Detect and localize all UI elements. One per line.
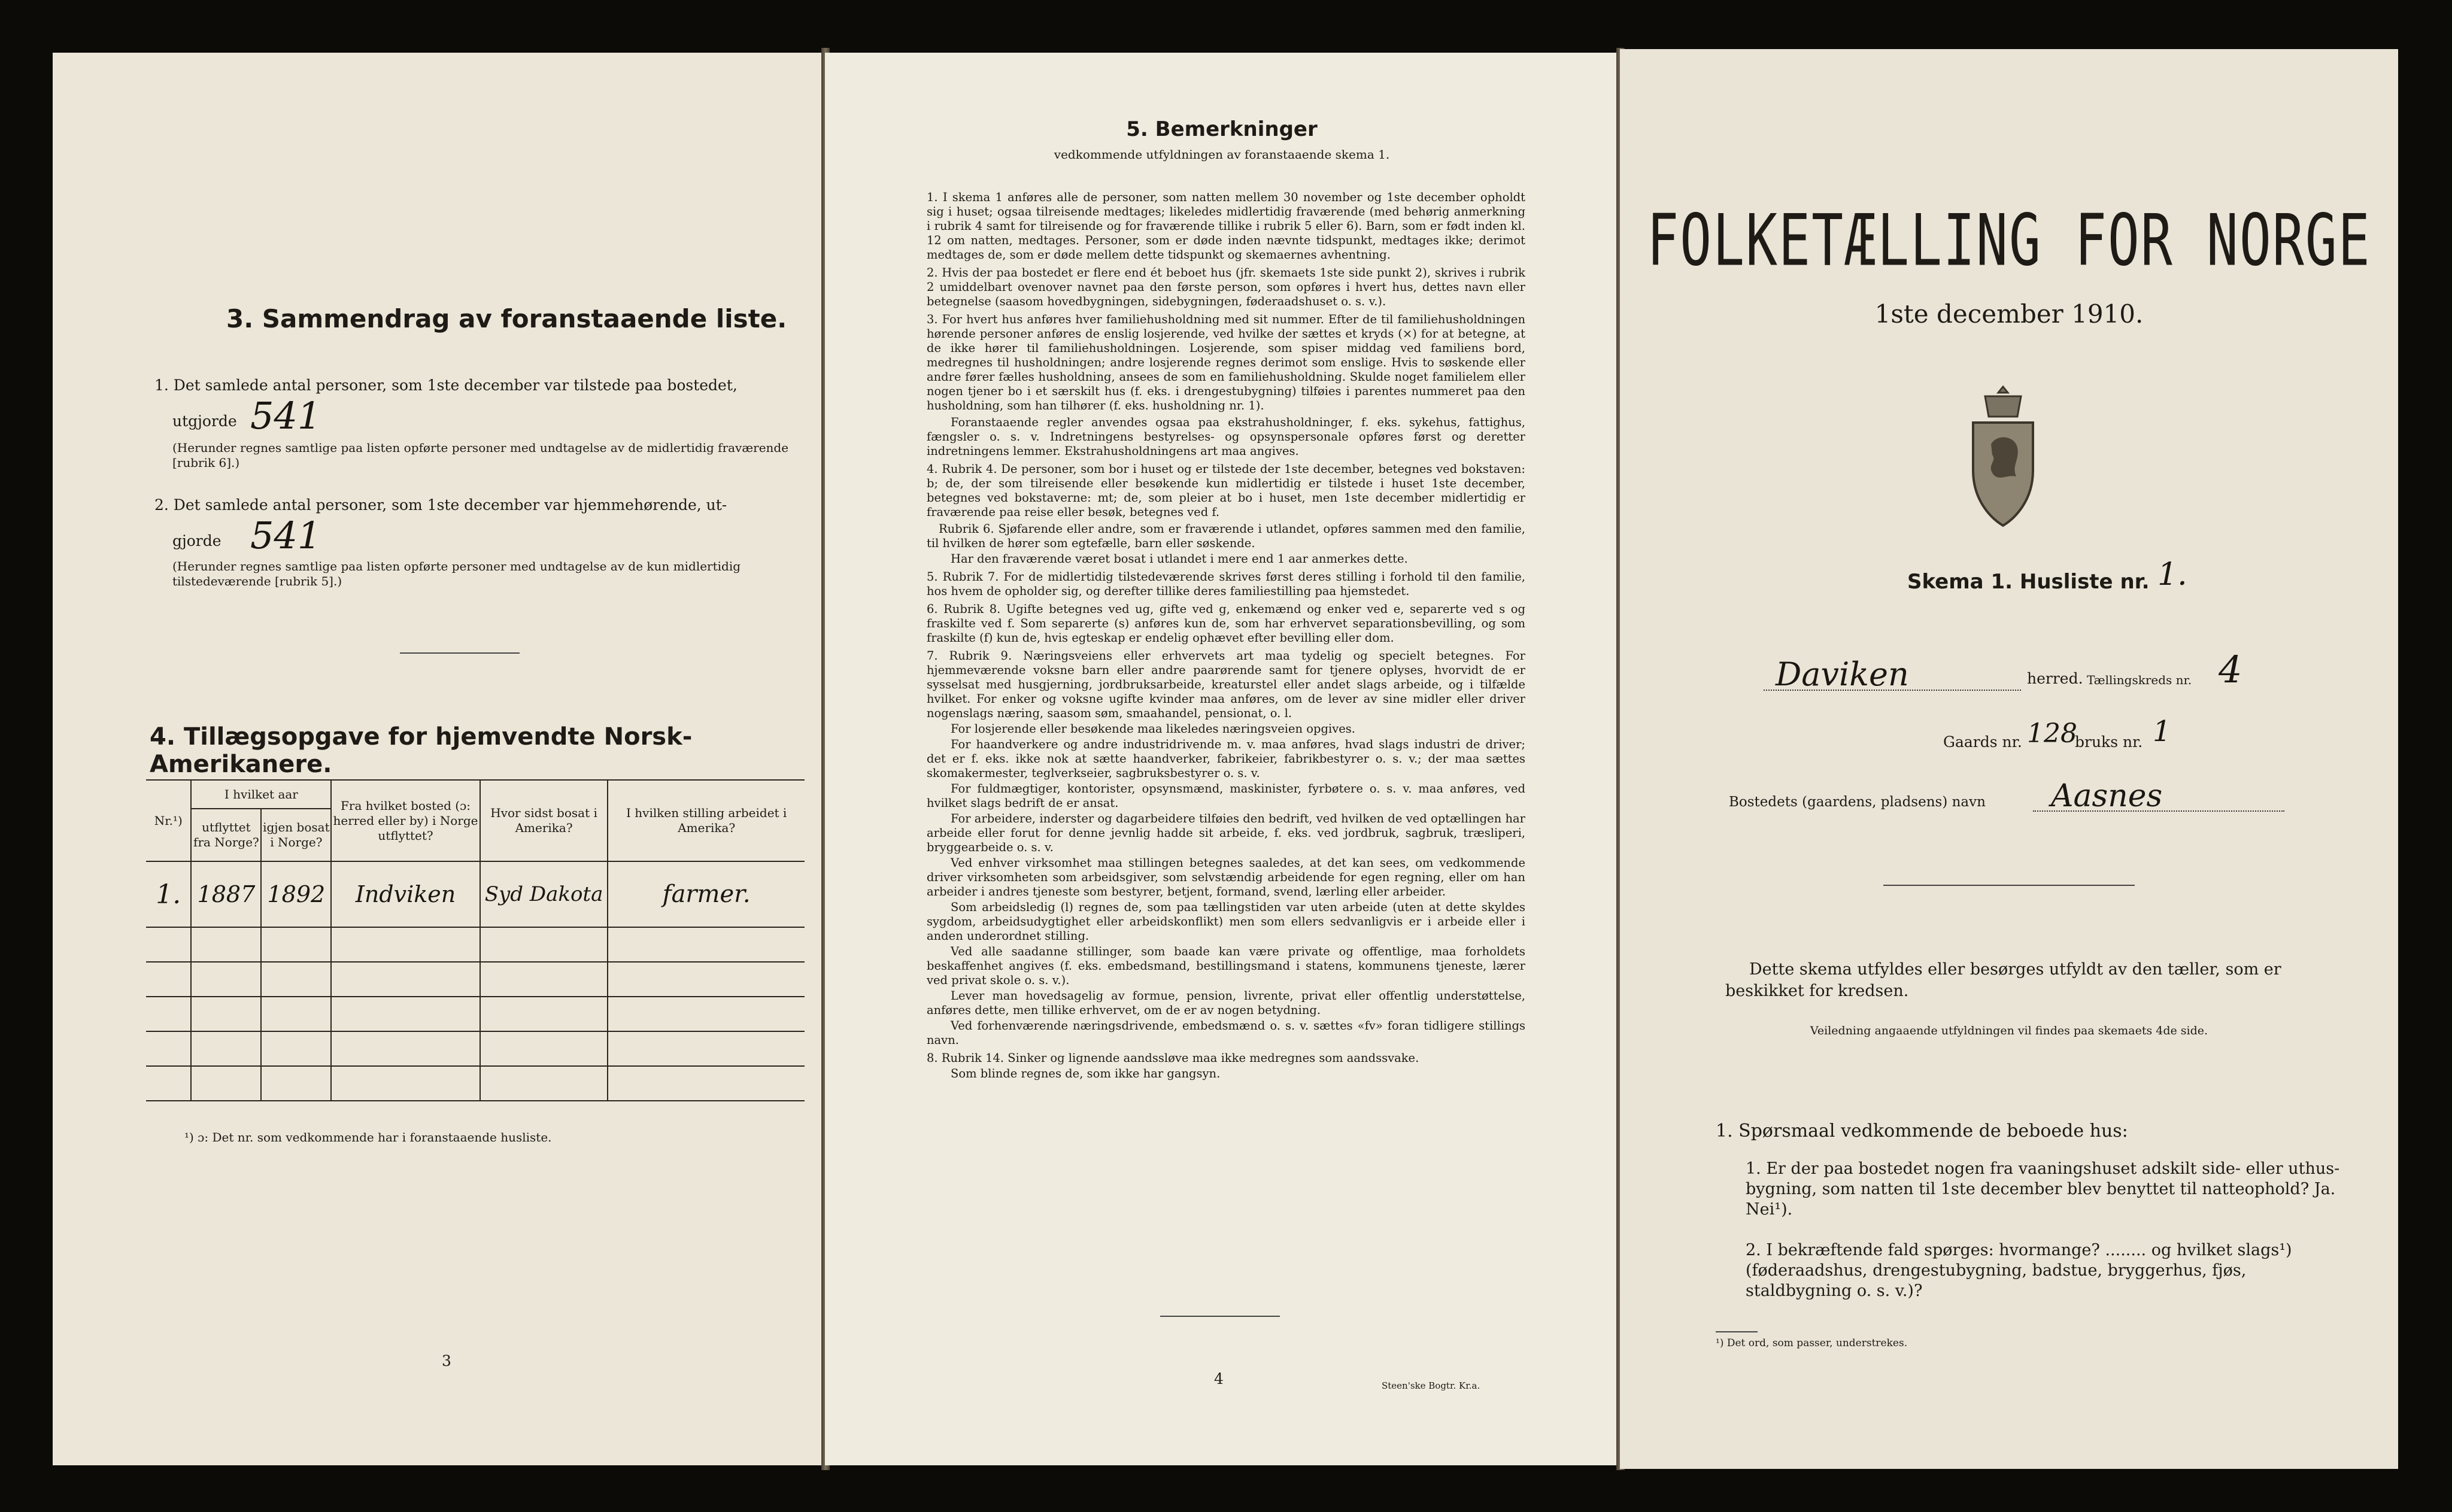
remark-4b: Rubrik 6. Sjøfarende eller andre, som er fraværende i utlandet, opføres sammen med den familie, til hvilken de hører som egtefælle, barn eller søskende.	[927, 522, 1525, 550]
cell-fra: Indviken	[331, 861, 480, 927]
s3-item1-label: utgjorde	[172, 412, 237, 430]
census-date: 1ste december 1910.	[1874, 299, 2144, 329]
col-stilling: I hvilken stilling arbeidet i Amerika?	[608, 780, 805, 861]
bemerkninger-list	[927, 190, 1525, 1081]
footnote-rule	[1716, 1331, 1758, 1332]
remark-7j: Ved forhenværende næringsdrivende, embedsmænd o. s. v. sættes «fv» foran tidligere stillings navn.	[927, 1019, 1525, 1047]
question-2: 2. I bekræftende fald spørges: hvormange? ........ og hvilket slags¹) (føderaadshus, drengestubygning, badstue, bryggerhus, fjøs, staldbygning o. s. v.)?	[1746, 1241, 2292, 1300]
s3-item2-text: 2. Det samlede antal personer, som 1ste december var hjemmehørende, ut-	[154, 496, 727, 514]
bruks-value[interactable]: 1	[2153, 715, 2171, 748]
bruks-label: bruks nr.	[2075, 733, 2143, 751]
coat-of-arms-icon	[1955, 384, 2051, 528]
remark-8b: Som blinde regnes de, som ikke har gangsyn.	[951, 1067, 1221, 1080]
cell-stilling: farmer.	[608, 861, 805, 927]
table-row	[146, 861, 805, 927]
remark-8: 8. Rubrik 14. Sinker og lignende aandssløve maa ikke medregnes som aandssvake.	[927, 1051, 1419, 1065]
remark-3: 3. For hvert hus anføres hver familiehusholdning med sit nummer. Efter de til familiehusholdningen hørende personer anføres de enslig losjerende, ved hvilke der sættes et kryds (×) for at betegne, at de ikke hører til familiehusholdningen. Losjerende, som spiser middag ved familiens bord, medregnes til husholdningen; andre losjerende regnes derimot som enslige. Hvis to søskende eller andre fører fælles husholdning, ansees de som en familiehusholdning. Skulde noget familielem eller nogen tjener bo i et særskilt hus (f. eks. i drengestubygning) tilføies i parentes nummeret paa den husholdning, som han tilhører (f. eks. husholdning nr. 1).	[927, 312, 1525, 412]
kreds-value[interactable]: 4	[2219, 648, 2242, 691]
col-sidst: Hvor sidst bosat i Amerika?	[480, 780, 608, 861]
bosted-field[interactable]	[2033, 778, 2284, 814]
s3-item1-text: 1. Det samlede antal personer, som 1ste december var tilstede paa bostedet,	[154, 377, 738, 394]
page-4	[825, 53, 1619, 1465]
cell-utflyttet: 1887	[191, 861, 261, 927]
bemerkninger-subtitle: vedkommende utfyldningen av foranstaaende skema 1.	[1054, 147, 1390, 162]
footnote: ¹) Det ord, som passer, understrekes.	[1716, 1337, 1908, 1349]
page-3	[53, 53, 824, 1465]
section-4-title: 4. Tillægsopgave for hjemvendte Norsk-Amerikanere.	[150, 723, 693, 778]
remark-5: 5. Rubrik 7. For de midlertidig tilstedeværende skrives først deres stilling i forhold til den familie, hos hvem de opholder sig, og derefter tillike deres familiestilling paa hjemstedet.	[927, 570, 1525, 598]
col-utflyttet: utflyttet fra Norge?	[191, 809, 261, 861]
remark-4: 4. Rubrik 4. De personer, som bor i huset og er tilstede der 1ste december, betegnes ved bokstaven: b; de, der som tilreisende eller besøkende kun midlertidig er tilstede i huset 1ste december, betegnes ved bokstaverne: mt; de, som pleier at bo i huset, men 1ste december midlertidig er fraværende paa reise eller besøk, betegnes ved f.	[927, 462, 1525, 519]
remark-7h: Ved alle saadanne stillinger, som baade kan være private og offentlige, maa forholdets beskaffenhet angives (f. eks. embedsmand, bestillingsmand i statens, kommunens tjeneste, lærer ved privat skole o. s. v.).	[927, 945, 1525, 987]
s3-item2-value: 541	[250, 514, 321, 557]
col-group: I hvilket aar	[191, 780, 331, 809]
s3-item1-value: 541	[250, 394, 321, 438]
ornament-divider	[1883, 885, 2135, 886]
remark-4c: Har den fraværende været bosat i utlandet i mere end 1 aar anmerkes dette.	[951, 552, 1408, 566]
page-number: 4	[1214, 1370, 1224, 1387]
table-row	[146, 997, 805, 1031]
question-1: 1. Er der paa bostedet nogen fra vaaningshuset adskilt side- eller uthus-bygning, som natten til 1ste december blev benyttet til natteophold? Ja. Nei¹).	[1746, 1159, 2340, 1219]
col-nr: Nr.¹)	[146, 780, 191, 861]
remark-7f: Ved enhver virksomhet maa stillingen betegnes saaledes, at det kan sees, om vedkommende driver virksomheten som arbeidsgiver, som selvstændig arbeidende for egen regning, eller om han arbeider i andres tjeneste som bestyrer, betjent, formand, svend, lærling eller arbeider.	[927, 856, 1525, 898]
cell-sidst: Syd Dakota	[480, 861, 608, 927]
bosted-value: Aasnes	[2051, 778, 2163, 814]
divider	[1160, 1316, 1280, 1317]
col-bosat: igjen bosat i Norge?	[261, 809, 331, 861]
remark-6: 6. Rubrik 8. Ugifte betegnes ved ug, gifte ved g, enkemænd og enker ved e, separerte ved s og fraskilte ved f. Som separerte (s) anføres kun de, som har erhvervet separationsbevilling, og som fraskilte (f) kun de, hvis egteskap er endelig ophævet efter bevilling eller dom.	[927, 602, 1525, 645]
divider	[400, 652, 520, 654]
bosted-label: Bostedets (gaardens, pladsens) navn	[1729, 794, 1986, 810]
questions-title: 1. Spørsmaal vedkommende de beboede hus:	[1716, 1121, 2128, 1141]
gaards-value[interactable]: 128	[2027, 718, 2077, 749]
cell-bosat: 1892	[261, 861, 331, 927]
bemerkninger-title: 5. Bemerkninger	[1126, 117, 1318, 141]
intro-note: Veiledning angaaende utfyldningen vil findes paa skemaets 4de side.	[1810, 1024, 2208, 1037]
census-title: FOLKETÆLLING FOR NORGE	[1647, 199, 2371, 283]
skema-label: Skema 1. Husliste nr.	[1907, 570, 2150, 594]
footnote: ¹) ɔ: Det nr. som vedkommende har i foranstaaende husliste.	[184, 1130, 552, 1144]
kreds-label: Tællingskreds nr.	[2087, 673, 2192, 687]
gaards-label: Gaards nr.	[1943, 733, 2022, 751]
table-row	[146, 962, 805, 997]
remark-7: 7. Rubrik 9. Næringsveiens eller erhvervets art maa tydelig og specielt betegnes. For hjemmeværende voksne barn eller andre paarørende samt for tjenere oplyses, hvorvidt de er sysselsat med husgjerning, jordbruksarbeide, kreaturstel eller andet slags arbeide, og i tilfælde hvilket. For enker og voksne ugifte kvinder maa anføres, om de lever av sine midler eller driver nogenslags næring, saasom søm, smaahandel, pensionat, o. l.	[927, 649, 1525, 720]
remark-1: 1. I skema 1 anføres alle de personer, som natten mellem 30 november og 1ste december opholdt sig i huset; ogsaa tilreisende medtages; likeledes midlertidig fraværende (med behørig anmerkning i rubrik 4 samt for tilreisende og for fraværende tillike i rubrik 5 eller 6). Barn, som er født inden kl. 12 om natten, medtages. Personer, som er døde inden nævnte tidspunkt, medtages ikke; derimot medtages de, som er døde mellem dette tidspunkt og skemaernes avhentning.	[927, 190, 1525, 262]
remark-3b: Foranstaaende regler anvendes ogsaa paa ekstrahusholdninger, f. eks. sykehus, fattighus, fængsler o. s. v. Indretningens bestyrelses- og opsynspersonale opføres først og deretter indretningens lemmer. Ekstrahusholdningens art maa angives.	[927, 415, 1525, 458]
remark-7c: For haandverkere og andre industridrivende m. v. maa anføres, hvad slags industri de driver; det er f. eks. ikke nok at sætte haandverker, fabrikeier, fabrikbestyrer o. s. v.; der maa sættes skomakermester, teglverkseier, sagbruksbestyrer o. s. v.	[927, 737, 1525, 780]
remark-7b: For losjerende eller besøkende maa likeledes næringsveien opgives.	[951, 722, 1355, 736]
page-number: 3	[442, 1352, 451, 1370]
printer-mark: Steen'ske Bogtr. Kr.a.	[1382, 1380, 1480, 1391]
remark-7i: Lever man hovedsagelig av formue, pension, livrente, privat eller offentlig understøttelse, anføres dette, men tillike erhvervet, om de er av nogen betydning.	[927, 989, 1525, 1017]
table-row	[146, 1066, 805, 1101]
husliste-value[interactable]: 1.	[2157, 557, 2187, 593]
remark-2: 2. Hvis der paa bostedet er flere end ét beboet hus (jfr. skemaets 1ste side punkt 2), skrives i rubrik 2 umiddelbart ovenover navnet paa den første person, som opføres i hvert hus, dettes navn eller betegnelse (saasom hovedbygningen, sidebygningen, føderaadshuset o. s. v.).	[927, 266, 1525, 308]
table-row	[146, 927, 805, 962]
herred-field[interactable]	[1764, 654, 2021, 691]
col-fra: Fra hvilket bosted (ɔ: herred eller by) i Norge utflyttet?	[331, 780, 480, 861]
herred-label: herred.	[2027, 670, 2083, 687]
intro-text: Dette skema utfyldes eller besørges utfyldt av den tæller, som er beskikket for kredsen.	[1725, 960, 2281, 1000]
norsk-amerikanere-table	[146, 779, 805, 1101]
cell-nr: 1.	[146, 861, 191, 927]
section-3-title: 3. Sammendrag av foranstaaende liste.	[226, 304, 787, 333]
remark-7d: For fuldmægtiger, kontorister, opsynsmænd, maskinister, fyrbøtere o. s. v. maa anføres, ved hvilket slags bedrift de er ansat.	[927, 782, 1525, 810]
s3-item1-note: (Herunder regnes samtlige paa listen opførte personer med undtagelse av de midlertidig fraværende [rubrik 6].)	[172, 441, 789, 470]
s3-item2-note: (Herunder regnes samtlige paa listen opførte personer med undtagelse av de kun midlertidig tilstedeværende [rubrik 5].)	[172, 559, 741, 588]
remark-7g: Som arbeidsledig (l) regnes de, som paa tællingstiden var uten arbeide (uten at dette skyldes sygdom, arbeidsudygtighet eller arbeidskonflikt) men som ellers sedvanligvis er i arbeide eller i anden underordnet stilling.	[927, 900, 1525, 943]
s3-item2-label: gjorde	[172, 532, 221, 549]
table-row	[146, 1031, 805, 1066]
herred-value: Daviken	[1776, 655, 1909, 693]
front-page	[1620, 49, 2398, 1469]
remark-7e: For arbeidere, inderster og dagarbeidere tilføies den bedrift, ved hvilken de ved optællingen har arbeide eller forut for denne jevnlig hadde sit arbeide, f. eks. ved jordbruk, sagbruk, træsliperi, bryggearbeide o. s. v.	[927, 812, 1525, 854]
